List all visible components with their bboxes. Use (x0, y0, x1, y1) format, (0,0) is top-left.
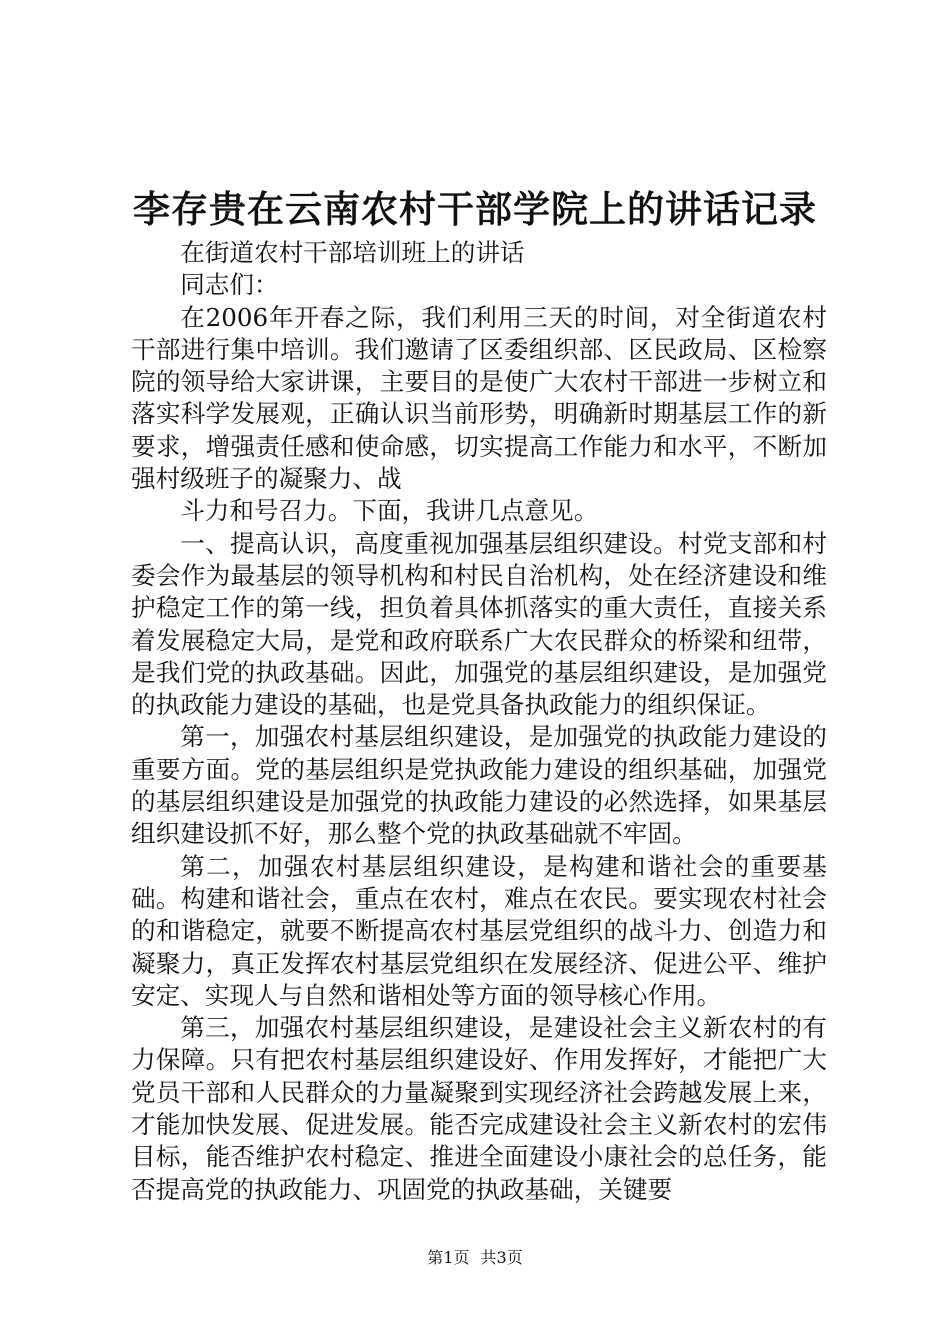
document-body (131, 237, 827, 1206)
page-number: 第1页 (427, 1248, 470, 1267)
paragraph-intro: 在2006年开春之际，我们利用三天的时间，对全街道农村干部进行集中培训。我们邀请了区委组织部、区民政局、区检察院的领导给大家讲课，主要目的是使广大农村干部进一步树立和落实科学发展观，正确认识当前形势，明确新时期基层工作的新要求，增强责任感和使命感，切实提高工作能力和水平，不断加强村级班子的凝聚力、战 (131, 302, 827, 494)
page-footer (0, 1247, 950, 1269)
page-total: 共3页 (480, 1248, 523, 1267)
document-title: 李存贵在云南农村干部学院上的讲话记录 (133, 187, 817, 231)
paragraph-intro-continued: 斗力和号召力。下面，我讲几点意见。 (180, 496, 599, 526)
paragraph-salutation: 同志们： (180, 270, 279, 300)
paragraph-section-one: 一、提高认识，高度重视加强基层组织建设。村党支部和村委会作为最基层的领导机构和村民自治机构，处在经济建设和维护稳定工作的第一线，担负着具体抓落实的重大责任，直接关系着发展稳定大局，是党和政府联系广大农民群众的桥梁和纽带，是我们党的执政基础。因此，加强党的基层组织建设，是加强党的执政能力建设的基础，也是党具备执政能力的组织保证。 (131, 528, 827, 720)
paragraph-subtitle: 在街道农村干部培训班上的讲话 (180, 238, 525, 267)
paragraph-point-second: 第二，加强农村基层组织建设，是构建和谐社会的重要基础。构建和谐社会，重点在农村，难点在农民。要实现农村社会的和谐稳定，就要不断提高农村基层党组织的战斗力、创造力和凝聚力，真正发挥农村基层党组织在发展经济、促进公平、维护安定、实现人与自然和谐相处等方面的领导核心作用。 (131, 851, 827, 1010)
paragraph-point-third: 第三，加强农村基层组织建设，是建设社会主义新农村的有力保障。只有把农村基层组织建设好、作用发挥好，才能把广大党员干部和人民群众的力量凝聚到实现经济社会跨越发展上来，才能加快发展、促进发展。能否完成建设社会主义新农村的宏伟目标，能否维护农村稳定、推进全面建设小康社会的总任务，能否提高党的执政能力、巩固党的执政基础，关键要 (131, 1013, 827, 1204)
paragraph-point-first: 第一，加强农村基层组织建设，是加强党的执政能力建设的重要方面。党的基层组织是党执政能力建设的组织基础，加强党的基层组织建设是加强党的执政能力建设的必然选择，如果基层组织建设抓不好，那么整个党的执政基础就不牢固。 (131, 722, 827, 849)
